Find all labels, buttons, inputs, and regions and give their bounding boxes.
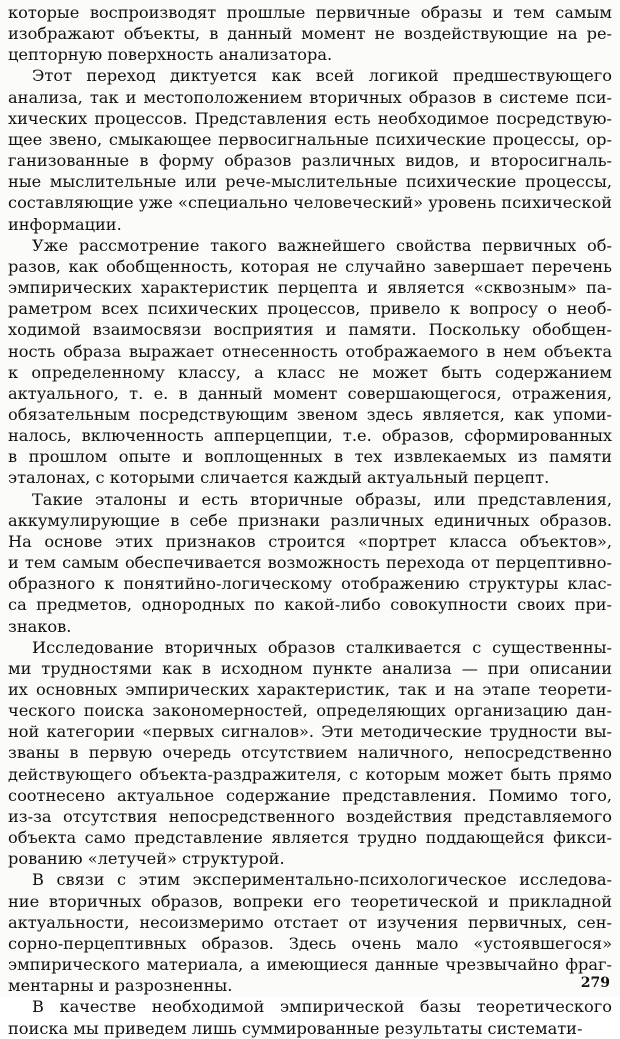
text-line: их основных эмпирических характеристик, так и на этапе теорети- (8, 680, 612, 699)
text-line: анализа, так и местоположением вторичных образов в системе пси- (8, 87, 612, 107)
paragraph (8, 489, 612, 637)
text-line: к определенному классу, а класс не может быть содержанием (8, 362, 612, 382)
text-line: ные мыслительные или рече-мыслительные психические процессы, (8, 172, 612, 192)
paragraph (8, 2, 612, 65)
text-line: ганизованные в форму образов различных видов, и второсигналь- (8, 151, 612, 171)
text-line: обязательным посредствующим звеном здесь является, как упоми- (8, 404, 612, 424)
text-line: ментарны и разрозненны. (8, 976, 233, 996)
text-line: аккумулирующие в себе признаки различных единичных образов. (8, 510, 612, 530)
text-line: Исследование вторичных образов сталкивается с существенны- (32, 637, 612, 657)
text-line: раметром всех психических процессов, привело к вопросу о необ- (8, 299, 612, 319)
text-line: са предметов, однородных по какой-либо совокупности своих при- (8, 595, 612, 615)
text-line: ной категории «первых сигналов». Эти методические трудности вы- (8, 722, 612, 742)
text-line: ние вторичных образов, вопреки его теоретической и прикладной (8, 891, 612, 911)
text-line: сорно-перцептивных образов. Здесь очень мало «устоявшегося» (8, 933, 612, 953)
text-line: в прошлом опыте и воплощенных в тех извлекаемых из памяти (8, 447, 612, 467)
page-number: 279 (580, 975, 610, 991)
text-line: щее звено, смыкающее первосигнальные психические процессы, ор- (8, 129, 612, 149)
text-line: ность образа выражает отнесенность отображаемого в нем объекта (8, 341, 612, 361)
text-line: объекта само представление является трудно поддающейся фикси- (8, 828, 612, 848)
text-line: составляющие уже «специально человеческий» уровень психической (8, 193, 612, 213)
text-line: изображают объекты, в данный момент не воздействующие на ре- (8, 24, 612, 44)
paragraph (8, 869, 612, 996)
text-line: ходимой взаимосвязи восприятия и памяти. Поскольку обобщен- (8, 320, 612, 340)
paragraph (8, 235, 612, 489)
text-line: которые воспроизводят прошлые первичные образы и тем самым (8, 3, 612, 22)
text-line: эмпирических характеристик перцепта и является «сквозным» па- (8, 278, 612, 298)
paragraph (8, 996, 612, 1038)
text-line: соотнесено актуальное содержание представления. Помимо того, (8, 785, 612, 805)
text-line: актуального, т. е. в данный момент совершающегося, отражения, (8, 383, 612, 403)
paragraph (8, 65, 612, 234)
text-line: и тем самым обеспечивается возможность перехода от перцептивно- (8, 553, 612, 573)
text-line: поиска мы приведем лишь суммированные результаты системати- (8, 1018, 583, 1038)
text-line: информации. (8, 214, 122, 234)
text-line: знаков. (8, 616, 72, 636)
text-line: эталонах, с которыми сличается каждый актуальный перцепт. (8, 468, 550, 488)
text-line: В связи с этим экспериментально-психологическое исследова- (32, 870, 612, 890)
paragraph (8, 637, 612, 870)
text-line: Такие эталоны и есть вторичные образы, или представления, (32, 489, 612, 509)
text-line: ми трудностями как в исходном пункте анализа — при описании (8, 658, 612, 678)
text-line: На основе этих признаков строится «портрет класса объектов», (8, 531, 612, 551)
text-line: актуальности, несоизмеримо отстает от изучения первичных, сен- (8, 912, 612, 932)
text-line: из-за отсутствия непосредственного воздействия представляемого (8, 806, 612, 826)
text-line: Уже рассмотрение такого важнейшего свойства первичных об- (32, 235, 612, 255)
text-line: образного к понятийно-логическому отображению структуры клас- (8, 574, 612, 594)
text-line: налось, включенность апперцепции, т.е. образов, сформированных (8, 426, 612, 446)
text-line: званы в первую очередь отсутствием наличного, непосредственно (8, 743, 612, 763)
text-line: рованию «летучей» структурой. (8, 849, 285, 869)
text-line: В качестве необходимой эмпирической базы теоретического (32, 997, 612, 1017)
text-line: ческого поиска закономерностей, определяющих организацию дан- (8, 701, 612, 721)
text-line: эмпирического материала, а имеющиеся данные чрезвычайно фраг- (8, 955, 612, 975)
text-line: действующего объекта-раздражителя, с которым может быть прямо (8, 764, 612, 784)
text-line: хических процессов. Представления есть необходимое посредствую- (8, 108, 612, 128)
body-text (8, 2, 612, 1039)
text-line: Этот переход диктуется как всей логикой предшествующего (32, 66, 612, 86)
text-line: цепторную поверхность анализатора. (8, 45, 333, 65)
text-line: разов, как обобщенность, которая не случайно завершает перечень (8, 256, 612, 276)
